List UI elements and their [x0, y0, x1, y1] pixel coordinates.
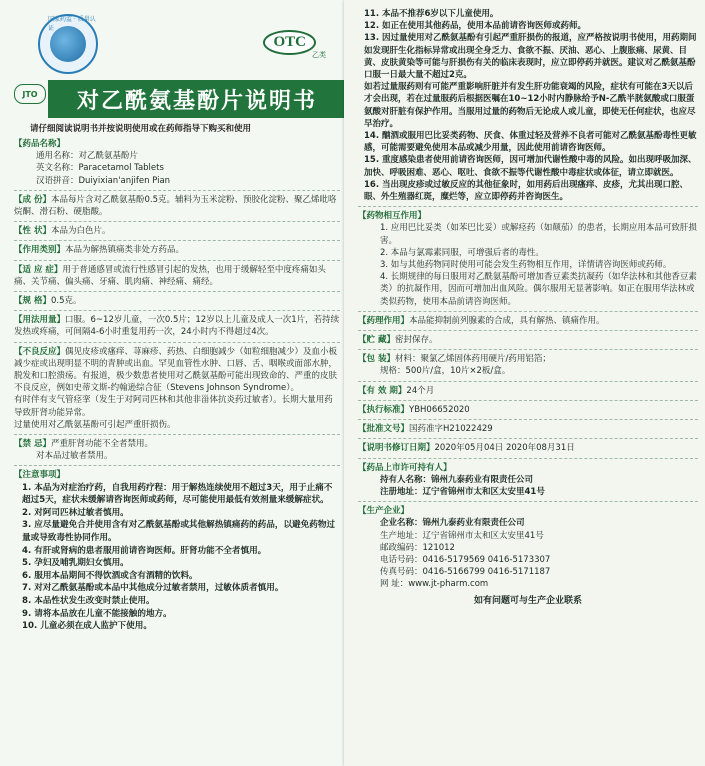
section-contraindication: 【禁 忌】严重肝肾功能不全者禁用。: [14, 439, 153, 450]
section-spec: 【规 格】0.5克。: [14, 296, 82, 307]
section-storage: 【贮 藏】密封保存。: [358, 335, 438, 346]
certification-logo-icon: [38, 14, 98, 74]
section-adverse: 【不良反应】偶见皮疹或瘙痒、荨麻疹、药热、白细胞减少（如粒细胞减少）及血小板减少症或出现明显不明的青肿或出血。罕见血管性水肿、口唇、舌、咽喉或面部水肿，脱发和口腔溃疡。有报道，极少数患者使用对乙酰氨基酚可能出现致命的、严重的皮肤不良反应，例如史蒂文斯-约翰逊综合征（Stevens Johnson Syndrome）。: [14, 346, 338, 394]
note-item: 10. 儿童必须在成人监护下使用。: [22, 621, 152, 632]
manufacturer-address: 辽宁省锦州市太和区太安里41号: [422, 530, 544, 541]
field-label: 通用名称：: [36, 151, 79, 162]
package-spec: 规格：500片/盒，10片×2板/盒。: [380, 366, 511, 377]
section-package: 【包 装】材料：聚氯乙烯固体药用硬片/药用铝箔；: [358, 354, 551, 365]
interaction-item: 3. 如与其他药物同时使用可能会发生药物相互作用，详情请咨询医师或药师。: [380, 260, 672, 271]
section-usage: 【用法用量】口服。6~12岁儿童，一次0.5片；12岁以上儿童及成人一次1片，若持续发热或疼痛，可间隔4-6小时重复用药一次，24小时内不得超过4次。: [14, 315, 340, 338]
leaflet-title: 对乙酰氨基酚片说明书: [76, 88, 317, 114]
holder-address: 辽宁省锦州市太和区太安里41号: [422, 486, 545, 497]
section-holder: 【药品上市许可持有人】 持有人名称：锦州九泰药业有限责任公司 注册地址：辽宁省锦州市太和区太安里41号: [358, 462, 545, 497]
section-approval: 【批准文号】国药准字H21022429: [358, 424, 493, 435]
interaction-item: 4. 长期规律的每日服用对乙酰氨基酚可增加香豆素类抗凝药（如华法林和其他香豆素类）的抗凝作用，因而可增加出血风险。偶尔服用无显著影响。如正在服用华法林或类似药物，使用本品前请咨询医师。: [380, 272, 697, 307]
holder-name: 锦州九泰药业有限责任公司: [431, 474, 534, 485]
company-logo-icon: JTO: [14, 84, 46, 104]
note-item: 如若过量服药则有可能严重影响肝脏并有发生肝功能衰竭的风险，症状有可能在3天以后才会出现，若在过量服药后根据医嘱在10~12小时内静脉给予N-乙酰半胱氨酸或口服蛋氨酸对肝脏有保护作用。当服用过量的药物后无论成人或儿童，即使无任何症状，也应尽早治疗。: [364, 82, 696, 129]
note-item: 2. 对阿司匹林过敏者慎用。: [22, 507, 129, 518]
contact-footer: 如有问题可与生产企业联系: [473, 595, 582, 606]
field-label: 汉语拼音：: [36, 175, 79, 186]
field-label: 英文名称：: [36, 163, 79, 174]
section-drug-name: [14, 138, 340, 187]
phone-numbers: 0416-5179569 0416-5173307: [422, 554, 551, 565]
website: www.jt-pharm.com: [408, 579, 489, 590]
manufacturer-name: 锦州九泰药业有限责任公司: [422, 518, 525, 529]
note-item: 9. 请将本品放在儿童不能接触的地方。: [22, 608, 172, 619]
section-notes: [14, 469, 340, 632]
leaflet-header: [0, 0, 346, 134]
note-item: 7. 对对乙酰氨基酚或本品中其他成分过敏者禁用，过敏体质者慎用。: [22, 583, 284, 594]
note-item: 1. 本品为对症治疗药，自我用药疗程：用于解热连续使用不超过3天，用于止痛不超过5天，症状未缓解请咨询医师或药师，尽可能使用最低有效剂量来缓解症状。: [22, 482, 333, 506]
leaflet-left-column: [0, 0, 346, 766]
note-item: 5. 孕妇及哺乳期妇女慎用。: [22, 558, 129, 569]
fax-numbers: 0416-5166799 0416-5171187: [422, 567, 551, 578]
note-item: 12. 如正在使用其他药品，使用本品前请咨询医师或药师。: [364, 21, 587, 32]
generic-name: 对乙酰氨基酚片: [78, 151, 139, 162]
section-description: 【性 状】本品为白色片。: [14, 226, 111, 237]
leaflet-title-bar: [48, 80, 346, 118]
section-pharmacology: 【药理作用】本品能抑制前列腺素的合成，具有解热、镇痛作用。: [358, 315, 605, 326]
note-item: 11. 本品不推荐6岁以下儿童使用。: [364, 9, 499, 19]
contraindication-2: 对本品过敏者禁用。: [36, 451, 113, 462]
section-revision: 【说明书修订日期】2020年05月04日 2020年08月31日: [358, 443, 575, 454]
interaction-item: 1. 应用巴比妥类（如苯巴比妥）或解痉药（如颠茄）的患者，长期应用本品可致肝损害。: [380, 223, 697, 246]
pinyin-name: Duiyixian'anjifen Pian: [78, 175, 171, 186]
otc-class-label: 乙类: [312, 51, 326, 59]
section-validity: 【有 效 期】24个月: [358, 385, 435, 396]
note-item: 3. 应尽量避免合并使用含有对乙酰氨基酚或其他解热镇痛药的药品，以避免药物过量或导致毒性协同作用。: [22, 520, 336, 544]
note-item: 6. 服用本品期间不得饮酒或含有酒精的饮料。: [22, 570, 198, 581]
interaction-item: 2. 本品与氯霉素同服，可增强后者的毒性。: [380, 247, 544, 258]
section-manufacturer: 【生产企业】 企业名称：锦州九泰药业有限责任公司 生产地址：辽宁省锦州市太和区太安里41号 邮政编码：121012 电话号码：0416-5179569 0416-5173307 传真号码：0416-5166799 0416-5171187 网 址：www.jt-pharm.com: [358, 506, 551, 590]
zip-code: 121012: [422, 542, 455, 553]
adverse-extra-1: 有时伴有支气管痉挛（发生于对阿司匹林和其他非甾体抗炎药过敏者）。长期大量用药导致肝肾功能异常。: [14, 395, 333, 418]
section-interactions: [358, 210, 698, 308]
note-item: 16. 当出现皮疹或过敏反应的其他征象时，如用药后出现瘙痒、皮疹，尤其出现口腔、眼、外生殖器红斑，糜烂等，应立即停药并咨询医生。: [364, 179, 689, 203]
section-label: 【药品名称】: [14, 139, 66, 149]
english-name: Paracetamol Tablets: [78, 163, 164, 174]
leaflet-right-column: [344, 0, 705, 766]
section-standard: 【执行标准】YBH06652020: [358, 404, 470, 415]
right-body: [358, 8, 698, 607]
section-label: 【药物相互作用】: [358, 211, 427, 222]
section-label: 【注意事项】: [14, 470, 66, 481]
section-indication: 【适 应 症】用于普通感冒或流行性感冒引起的发热，也用于缓解轻至中度疼痛如头痛、关节痛、偏头痛、牙痛、肌肉痛、神经痛、痛经。: [14, 264, 326, 287]
note-item: 14. 酗酒或服用巴比妥类药物、厌食、体重过轻及营养不良者可能对乙酰氨基酚毒性更敏感，可能需要避免使用本品或减少用量，因此使用前请咨询医师。: [364, 131, 697, 154]
note-item: 4. 有肝或肾病的患者服用前请咨询医师。肝肾功能不全者慎用。: [22, 545, 267, 556]
note-item: 15. 重度感染患者使用前请咨询医师，因可增加代谢性酸中毒的风险。如出现呼吸加深、加快、呼吸困难、恶心、呕吐、食欲不振等代谢性酸中毒症状或体征，请立即就医。: [364, 155, 697, 178]
note-item: 8. 本品性状发生改变时禁止使用。: [22, 596, 155, 607]
usage-warning: 请仔细阅读说明书并按说明使用或在药师指导下购买和使用: [30, 124, 252, 134]
section-composition: 【成 份】本品每片含对乙酰氨基酚0.5克。辅料为玉米淀粉、预胶化淀粉、聚乙烯吡咯烷酮、滑石粉、硬脂酸。: [14, 194, 337, 218]
otc-badge: OTC: [263, 30, 316, 55]
section-category: 【作用类别】本品为解热镇痛类非处方药品。: [14, 245, 185, 256]
note-item: 13. 因过量使用对乙酰氨基酚有引起严重肝损伤的报道，应严格按说明书使用，用药期间如发现肝生化指标异常或出现全身乏力、食欲不振、厌油、恶心、上腹胀痛、尿黄、目黄、皮肤黄染等可能与肝损伤有关的临床表现时，应立即停药并就医。建议对乙酰氨基酚口服一日最大量不超过2克。: [364, 33, 697, 81]
adverse-extra-2: 过量使用对乙酰氨基酚可引起严重肝损伤。: [14, 419, 176, 430]
logo-ring-text: 国家药监 · 质量认证: [48, 16, 96, 32]
left-body: [14, 138, 340, 633]
